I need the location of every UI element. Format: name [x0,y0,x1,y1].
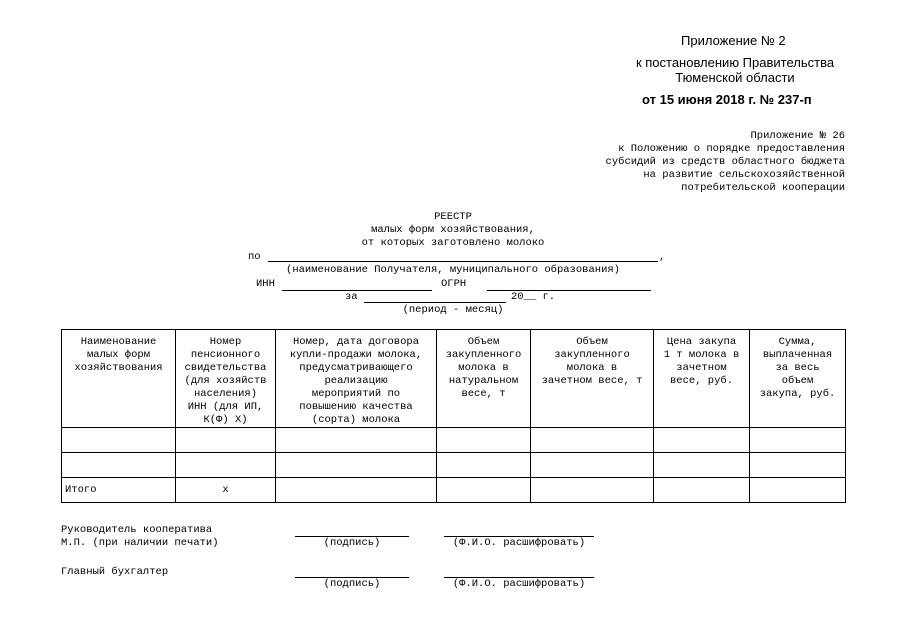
head-label: Руководитель кооператива [61,524,213,536]
table-cell[interactable] [276,453,437,478]
ogrn-label: ОГРН [441,278,467,290]
stamp-label: М.П. (при наличии печати) [61,537,219,549]
table-row [62,428,846,453]
table-cell[interactable] [750,453,846,478]
table-cell[interactable] [176,428,276,453]
total-label: Итого [62,478,176,503]
appendix-number: Приложение № 2 [681,33,786,48]
table-cell[interactable] [654,478,750,503]
appendix-26-title: Приложение № 26 [750,130,845,142]
appendix-26-line-2: субсидий из средств областного бюджета [605,156,845,168]
po-label: по [248,251,261,263]
table-cell[interactable] [654,453,750,478]
recipient-hint: (наименование Получателя, муниципального образования) [286,264,620,276]
table-cell[interactable] [437,478,531,503]
recipient-name-line[interactable] [268,261,658,262]
col-header-name: Наименование малых форм хозяйствования [62,330,176,428]
period-year: 20__ г. [511,291,556,303]
resolution-line-2: Тюменской области [675,70,795,85]
table-cell[interactable] [62,453,176,478]
accountant-label: Главный бухгалтер [61,566,169,578]
table-cell[interactable] [176,453,276,478]
accountant-fio-hint: (Ф.И.О. расшифровать) [452,578,586,590]
table-cell[interactable] [654,428,750,453]
head-fio-hint: (Ф.И.О. расшифровать) [452,537,586,549]
col-header-natural-volume: Объем закупленного молока в натуральном весе, т [437,330,531,428]
table-total-row [62,478,846,503]
period-field-line[interactable] [364,302,506,303]
period-hint: (период - месяц) [402,304,504,316]
table-cell[interactable] [750,478,846,503]
head-signature-hint: (подпись) [323,537,381,549]
registry-title: РЕЕСТР [434,211,472,223]
table-header-row [62,330,846,428]
table-row [62,453,846,478]
col-header-sum: Сумма, выплаченная за весь объем закупа, руб. [750,330,846,428]
resolution-line-1: к постановлению Правительства [635,55,835,70]
table-cell[interactable] [437,428,531,453]
col-header-pension-number: Номер пенсионного свидетельства (для хозяйств населения) ИНН (для ИП, К(Ф) Х) [176,330,276,428]
table-cell[interactable] [276,478,437,503]
table-cell[interactable] [750,428,846,453]
resolution-date: от 15 июня 2018 г. № 237-п [642,92,812,107]
inn-label: ИНН [256,278,275,290]
table-cell[interactable] [531,453,654,478]
table-cell[interactable] [437,453,531,478]
table-cell[interactable] [62,428,176,453]
table-cell[interactable] [531,478,654,503]
appendix-26-line-3: на развитие сельскохозяйственной [643,169,845,181]
total-x-mark: х [176,478,276,503]
accountant-signature-hint: (подпись) [323,578,381,590]
registry-subtitle-1: малых форм хозяйствования, [371,224,535,236]
period-label: за [345,291,358,303]
appendix-26-line-1: к Положению о порядке предоставления [618,143,845,155]
col-header-contract: Номер, дата договора купли-продажи молока, предусматривающего реализацию мероприятий по повышению качества (сорта) молока [276,330,437,428]
po-comma: , [659,251,666,263]
appendix-26-line-4: потребительской кооперации [681,182,845,194]
col-header-price: Цена закупа 1 т молока в зачетном весе, руб. [654,330,750,428]
col-header-credit-volume: Объем закупленного молока в зачетном весе, т [531,330,654,428]
table-cell[interactable] [276,428,437,453]
table-cell[interactable] [531,428,654,453]
registry-subtitle-2: от которых заготовлено молоко [361,237,545,249]
registry-table [61,329,846,503]
